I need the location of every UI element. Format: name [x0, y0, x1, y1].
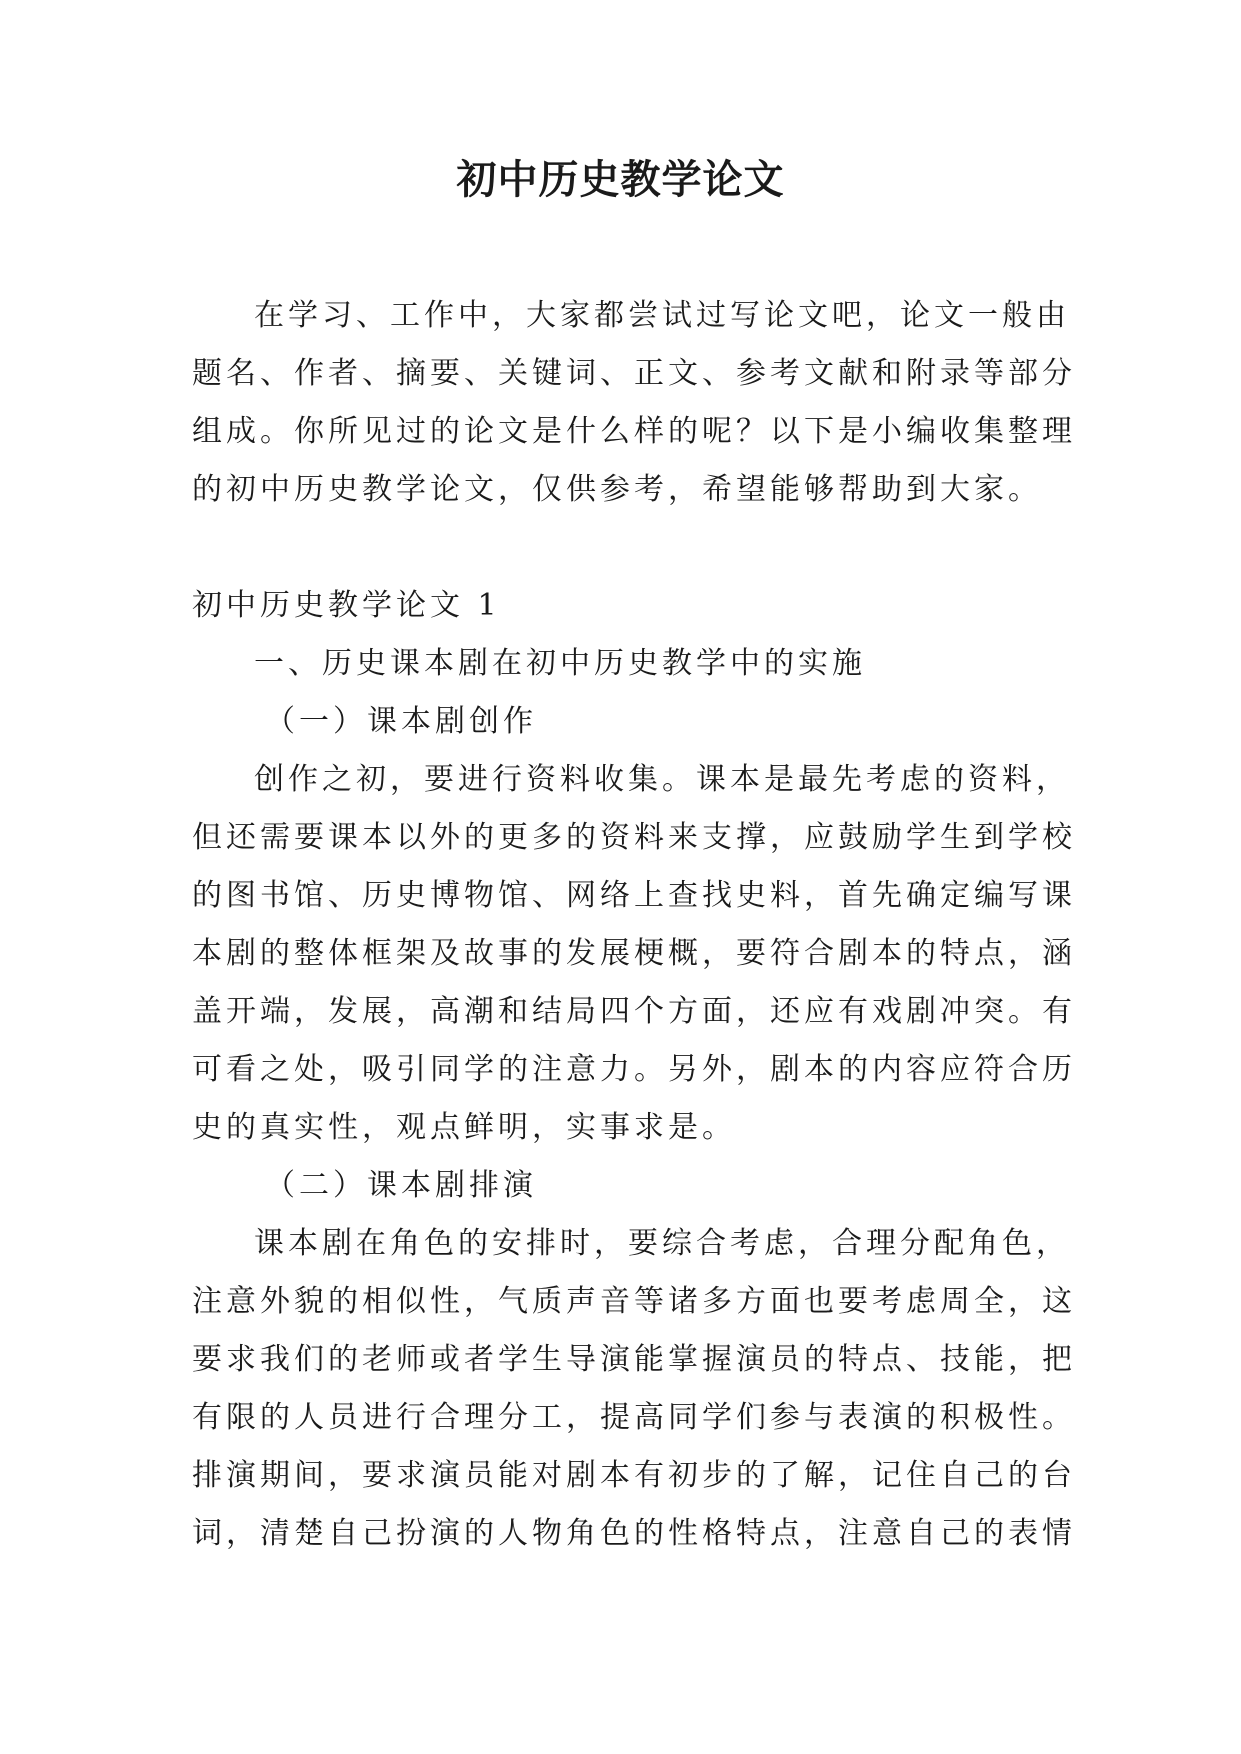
intro-line: 组成。你所见过的论文是什么样的呢？以下是小编收集整理 — [192, 414, 1076, 449]
document-title: 初中历史教学论文 — [456, 156, 785, 203]
intro-line: 的初中历史教学论文，仅供参考，希望能够帮助到大家。 — [192, 472, 1042, 507]
paragraph-1-line: 可看之处，吸引同学的注意力。另外，剧本的内容应符合历 — [192, 1052, 1076, 1087]
subheading-1: （一）课本剧创作 — [265, 704, 537, 739]
heading-1: 一、历史课本剧在初中历史教学中的实施 — [254, 646, 866, 681]
paragraph-1-line: 创作之初，要进行资料收集。课本是最先考虑的资料， — [254, 762, 1070, 797]
paragraph-1-line: 本剧的整体框架及故事的发展梗概，要符合剧本的特点，涵 — [192, 936, 1076, 971]
intro-line: 在学习、工作中，大家都尝试过写论文吧，论文一般由 — [254, 298, 1070, 333]
paragraph-1-line: 盖开端，发展，高潮和结局四个方面，还应有戏剧冲突。有 — [192, 994, 1076, 1029]
intro-paragraph — [192, 287, 1076, 519]
article-body — [192, 577, 1076, 1563]
paragraph-2-line: 课本剧在角色的安排时，要综合考虑，合理分配角色， — [254, 1226, 1070, 1261]
paragraph-1-line: 史的真实性，观点鲜明，实事求是。 — [192, 1110, 736, 1145]
paragraph-2-line: 注意外貌的相似性，气质声音等诸多方面也要考虑周全，这 — [192, 1284, 1076, 1319]
paragraph-2-line: 要求我们的老师或者学生导演能掌握演员的特点、技能，把 — [192, 1342, 1076, 1377]
paragraph-2-line: 词，清楚自己扮演的人物角色的性格特点，注意自己的表情 — [192, 1516, 1076, 1551]
paragraph-1-line: 的图书馆、历史博物馆、网络上查找史料，首先确定编写课 — [192, 878, 1076, 913]
paragraph-2-line: 有限的人员进行合理分工，提高同学们参与表演的积极性。 — [192, 1400, 1076, 1435]
paragraph-2-line: 排演期间，要求演员能对剧本有初步的了解，记住自己的台 — [192, 1458, 1076, 1493]
subheading-2: （二）课本剧排演 — [265, 1168, 537, 1203]
intro-line: 题名、作者、摘要、关键词、正文、参考文献和附录等部分 — [192, 356, 1076, 391]
paragraph-1-line: 但还需要课本以外的更多的资料来支撑，应鼓励学生到学校 — [192, 820, 1076, 855]
section-heading: 初中历史教学论文 1 — [192, 588, 501, 623]
